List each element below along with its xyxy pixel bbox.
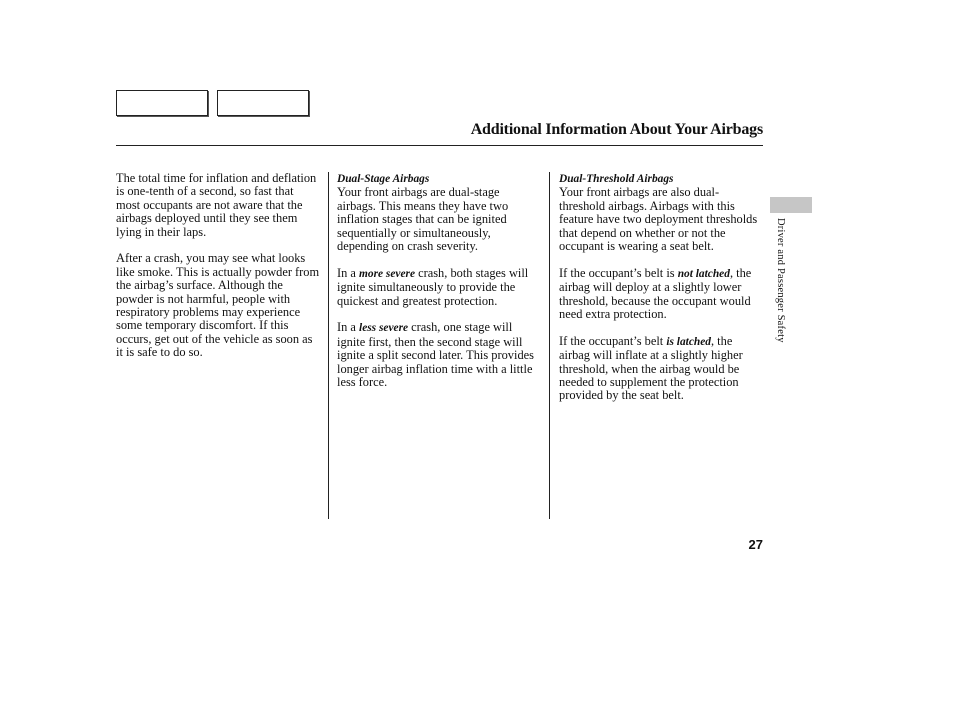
text-not-latched-after: , the airbag will deploy at a slightly lower threshold, because the occupant would need extra protection. xyxy=(559,265,752,322)
nav-box-previous[interactable] xyxy=(116,90,208,116)
page-title: Additional Information About Your Airbags xyxy=(470,121,763,138)
column-left xyxy=(116,172,320,373)
subheading-dual-threshold-text: Dual-Threshold Airbags xyxy=(559,173,674,185)
emphasis-less-severe: less severe xyxy=(359,322,409,335)
text-not-latched-before: If the occupant’s belt is xyxy=(559,265,678,280)
column-divider-1 xyxy=(328,172,329,519)
page-number: 27 xyxy=(748,537,763,552)
emphasis-more-severe: more severe xyxy=(359,267,416,280)
text-less-severe-after: crash, one stage will ignite first, then the second stage will ignite a split second later. This provides longer airbag inflation time with a little less force. xyxy=(337,320,534,390)
subheading-dual-threshold xyxy=(559,172,763,186)
emphasis-is-latched: is latched xyxy=(666,335,711,348)
text-is-latched-after: , the airbag will inflate at a slightly higher threshold, when the airbag would be needed to supplement the protection provided by the seat belt. xyxy=(559,333,743,403)
section-tab-label: Driver and Passenger Safety xyxy=(775,218,786,343)
text-more-severe-before: In a xyxy=(337,265,360,280)
text-is-latched-before: If the occupant’s belt xyxy=(559,333,667,348)
paragraph-after-crash: After a crash, you may see what looks like smoke. This is actually powder from the airbag’s surface. Although the powder is not harmful, people with respiratory problems may experience some temporary discomfort. If this occurs, get out of the vehicle as soon as it is safe to do so. xyxy=(116,251,320,360)
title-rule xyxy=(116,145,763,146)
paragraph-inflation-time: The total time for inflation and deflation is one-tenth of a second, so fast that most occupants are not aware that the airbags deployed until they see them lying in their laps. xyxy=(116,171,317,239)
text-more-severe-after: crash, both stages will ignite simultaneously to provide the quickest and greatest protection. xyxy=(337,265,529,308)
subheading-dual-stage-text: Dual-Stage Airbags xyxy=(337,173,430,185)
paragraph-more-severe xyxy=(337,267,541,308)
paragraph-less-severe xyxy=(337,321,541,389)
paragraph-is-latched xyxy=(559,335,763,403)
column-right xyxy=(559,172,763,416)
nav-box-next[interactable] xyxy=(217,90,309,116)
paragraph-dual-stage-intro: Your front airbags are dual-stage airbags. This means they have two inflation stages that can be ignited sequentially or simultaneously, depending on crash severity. xyxy=(337,185,509,254)
text-less-severe-before: In a xyxy=(337,320,360,335)
paragraph-dual-threshold-intro: Your front airbags are also dual-threshold airbags. Airbags with this feature have two deployment thresholds that depend on whether or not the occupant is wearing a seat belt. xyxy=(559,185,758,254)
emphasis-not-latched: not latched xyxy=(677,267,730,280)
paragraph-not-latched xyxy=(559,267,763,322)
subheading-dual-stage xyxy=(337,172,541,186)
column-middle xyxy=(337,172,541,403)
column-divider-2 xyxy=(549,172,550,519)
section-tab[interactable] xyxy=(770,197,812,213)
